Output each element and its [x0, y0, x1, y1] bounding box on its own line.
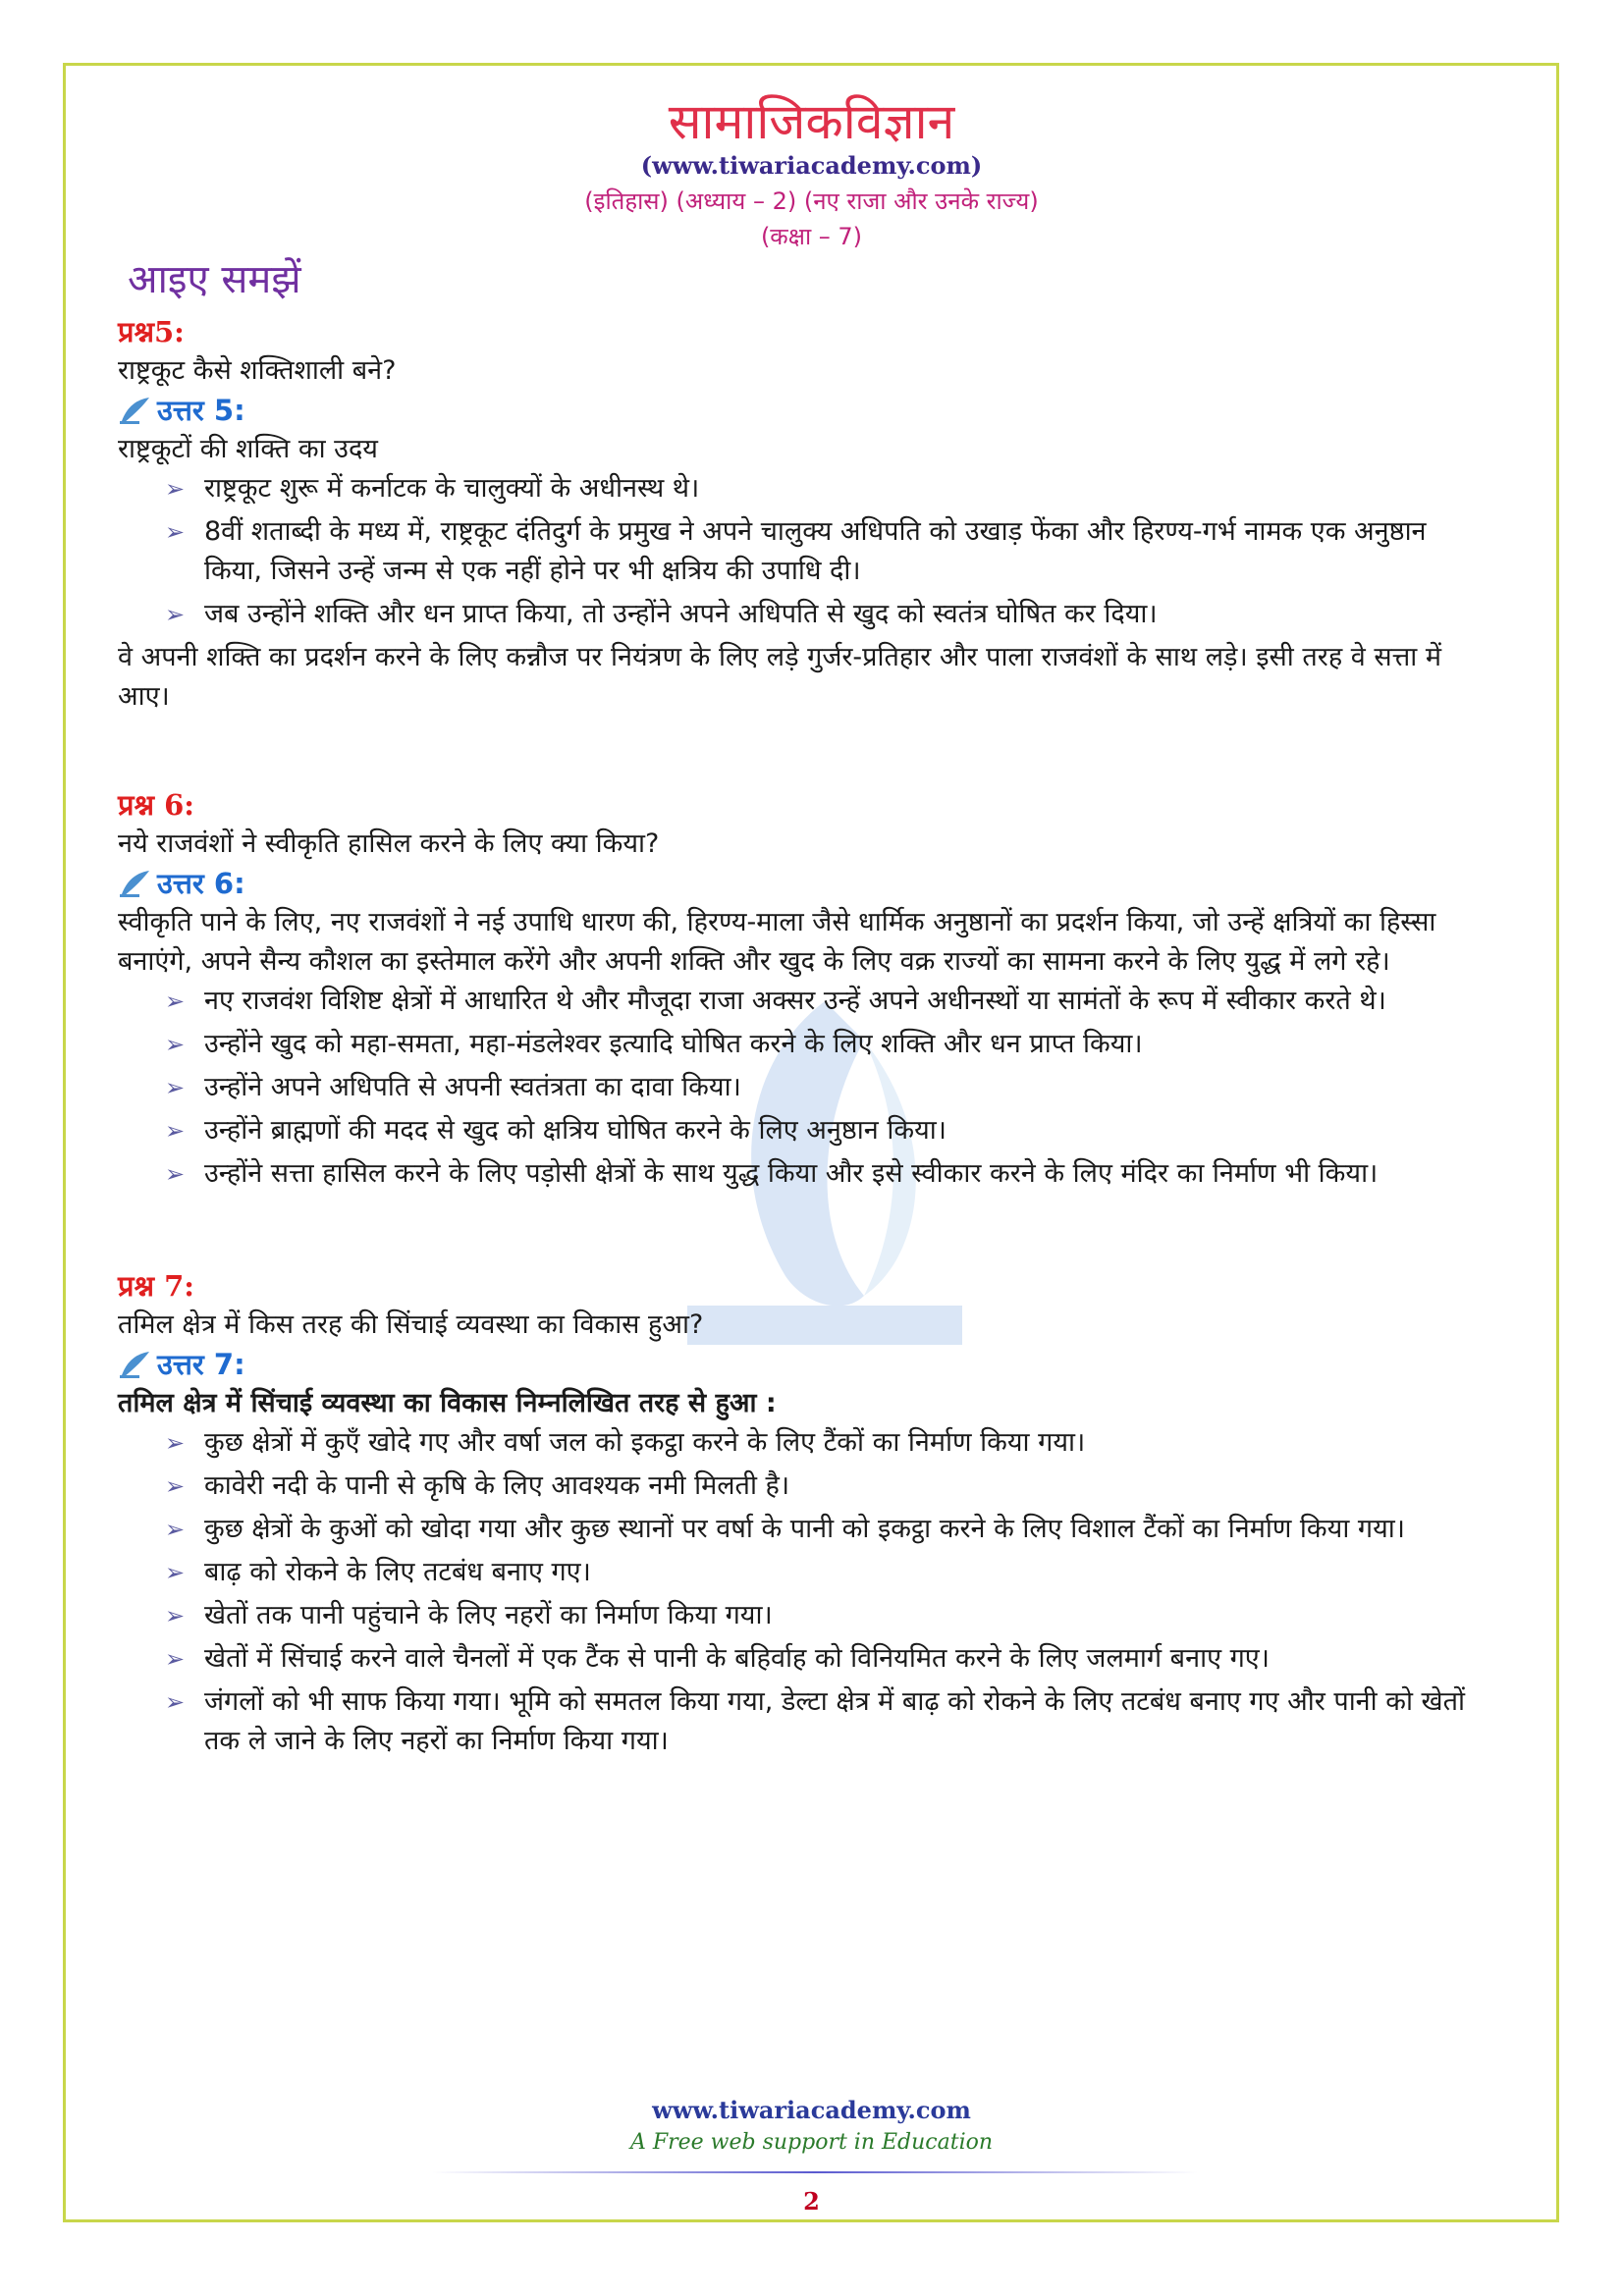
- answer-7-intro: तमिल क्षेत्र में सिंचाई व्यवस्था का विकास निम्नलिखित तरह से हुआ :: [118, 1388, 777, 1418]
- class-label: (कक्षा – 7): [760, 223, 863, 250]
- chapter-number: (अध्याय – 2): [676, 187, 797, 215]
- arrow-bullet-icon: ➢: [165, 1074, 186, 1101]
- list-item: ➢ बाढ़ को रोकने के लिए तटबंध बनाए गए।: [165, 1553, 1492, 1592]
- question-5-text: राष्ट्रकूट कैसे शक्तिशाली बने?: [118, 355, 397, 386]
- answer-6-label: उत्तर 6:: [118, 864, 1492, 903]
- section-heading: आइए समझें: [128, 257, 301, 302]
- arrow-bullet-icon: ➢: [165, 1645, 186, 1673]
- answer-6-list: [118, 982, 1492, 1194]
- list-item: ➢ नए राजवंश विशिष्ट क्षेत्रों में आधारित थे और मौजूदा राजा अक्सर उन्हें अपने अधीनस्थों या सामंतों के रूप में स्वीकार करते थे।: [165, 982, 1492, 1021]
- arrow-bullet-icon: ➢: [165, 1688, 186, 1716]
- answer-5-intro: राष्ट्रकूटों की शक्ति का उदय: [118, 434, 378, 464]
- list-item: ➢ जंगलों को भी साफ किया गया। भूमि को समतल किया गया, डेल्टा क्षेत्र में बाढ़ को रोकने के लिए तटबंध बनाए गए और पानी को खेतों तक ले जाने के लिए नहरों का निर्माण किया गया।: [165, 1682, 1492, 1761]
- list-item: ➢ जब उन्होंने शक्ति और धन प्राप्त किया, तो उन्होंने अपने अधिपति से खुद को स्वतंत्र घोषित कर दिया।: [165, 595, 1492, 634]
- arrow-bullet-icon: ➢: [165, 1117, 186, 1145]
- list-item: ➢ कुछ क्षेत्रों में कुएँ खोदे गए और वर्षा जल को इकट्ठा करने के लिए टैंकों का निर्माण किया गया।: [165, 1423, 1492, 1463]
- arrow-bullet-icon: ➢: [165, 1559, 186, 1586]
- list-item: ➢ कावेरी नदी के पानी से कृषि के लिए आवश्यक नमी मिलती है।: [165, 1467, 1492, 1506]
- page-title: सामाजिकविज्ञान: [668, 93, 955, 150]
- list-item: ➢ उन्होंने सत्ता हासिल करने के लिए पड़ोसी क्षेत्रों के साथ युद्ध किया और इसे स्वीकार करने के लिए मंदिर का निर्माण भी किया।: [165, 1154, 1492, 1194]
- list-item: ➢ उन्होंने खुद को महा-समता, महा-मंडलेश्वर इत्यादि घोषित करने के लिए शक्ति और धन प्राप्त किया।: [165, 1025, 1492, 1064]
- question-6-label: प्रश्न 6:: [118, 788, 194, 822]
- arrow-bullet-icon: ➢: [165, 475, 186, 503]
- answer-5-label: उत्तर 5:: [118, 391, 1492, 430]
- arrow-bullet-icon: ➢: [165, 988, 186, 1015]
- page-number: 2: [803, 2187, 820, 2216]
- chapter-info: [0, 185, 1623, 217]
- question-7-label: प्रश्न 7:: [118, 1269, 194, 1303]
- quill-icon: [118, 396, 151, 425]
- question-5-label: प्रश्न5:: [118, 315, 185, 348]
- arrow-bullet-icon: ➢: [165, 1031, 186, 1058]
- answer-7-label: उत्तर 7:: [118, 1345, 1492, 1384]
- answer-5-list: [118, 469, 1492, 634]
- question-6-text: नये राजवंशों ने स्वीकृति हासिल करने के लिए क्या किया?: [118, 828, 660, 859]
- list-item: ➢ खेतों तक पानी पहुंचाने के लिए नहरों का निर्माण किया गया।: [165, 1596, 1492, 1635]
- answer-7-list: [118, 1423, 1492, 1761]
- chapter-title: (नए राजा और उनके राज्य): [803, 187, 1039, 215]
- arrow-bullet-icon: ➢: [165, 1429, 186, 1457]
- question-7-text: तमिल क्षेत्र में किस तरह की सिंचाई व्यवस्था का विकास हुआ?: [118, 1309, 704, 1340]
- answer-6-intro: स्वीकृति पाने के लिए, नए राजवंशों ने नई उपाधि धारण की, हिरण्य-माला जैसे धार्मिक अनुष्ठानों का प्रदर्शन किया, जो उन्हें क्षत्रियों का हिस्सा बनाएंगे, अपने सैन्य कौशल का इस्तेमाल करेंगे और अपनी शक्ति और खुद के लिए वक्र राज्यों का सामना करने के लिए युद्ध में लगे रहे।: [118, 907, 1436, 977]
- content: [118, 312, 1492, 1765]
- list-item: ➢ उन्होंने अपने अधिपति से अपनी स्वतंत्रता का दावा किया।: [165, 1068, 1492, 1107]
- arrow-bullet-icon: ➢: [165, 1472, 186, 1500]
- arrow-bullet-icon: ➢: [165, 1160, 186, 1188]
- footer-tagline: A Free web support in Education: [629, 2130, 994, 2155]
- quill-icon: [118, 869, 151, 898]
- arrow-bullet-icon: ➢: [165, 1602, 186, 1629]
- arrow-bullet-icon: ➢: [165, 601, 186, 628]
- list-item: ➢ 8वीं शताब्दी के मध्य में, राष्ट्रकूट दंतिदुर्ग के प्रमुख ने अपने चालुक्य अधिपति को उखाड़ फेंका और हिरण्य-गर्भ नामक एक अनुष्ठान किया, जिसने उन्हें जन्म से एक नहीं होने पर भी क्षत्रिय की उपाधि दी।: [165, 512, 1492, 591]
- list-item: ➢ राष्ट्रकूट शुरू में कर्नाटक के चालुक्यों के अधीनस्थ थे।: [165, 469, 1492, 508]
- arrow-bullet-icon: ➢: [165, 1516, 186, 1543]
- list-item: ➢ खेतों में सिंचाई करने वाले चैनलों में एक टैंक से पानी के बहिर्वाह को विनियमित करने के लिए जलमार्ग बनाए गए।: [165, 1639, 1492, 1679]
- answer-5-conclusion: वे अपनी शक्ति का प्रदर्शन करने के लिए कन्नौज पर नियंत्रण के लिए लड़े गुर्जर-प्रतिहार और पाला राजवंशों के साथ लड़े। इसी तरह वे सत्ता में आए।: [118, 642, 1441, 712]
- list-item: ➢ उन्होंने ब्राह्मणों की मदद से खुद को क्षत्रिय घोषित करने के लिए अनुष्ठान किया।: [165, 1111, 1492, 1150]
- quill-icon: [118, 1350, 151, 1379]
- footer-website-link[interactable]: www.tiwariacademy.com: [652, 2096, 971, 2124]
- list-item: ➢ कुछ क्षेत्रों के कुओं को खोदा गया और कुछ स्थानों पर वर्षा के पानी को इकट्ठा करने के लिए विशाल टैंकों का निर्माण किया गया।: [165, 1510, 1492, 1549]
- header-website: (www.tiwariacademy.com): [640, 151, 983, 180]
- footer-divider: [432, 2171, 1198, 2173]
- subject-label: (इतिहास): [584, 187, 669, 215]
- arrow-bullet-icon: ➢: [165, 518, 186, 546]
